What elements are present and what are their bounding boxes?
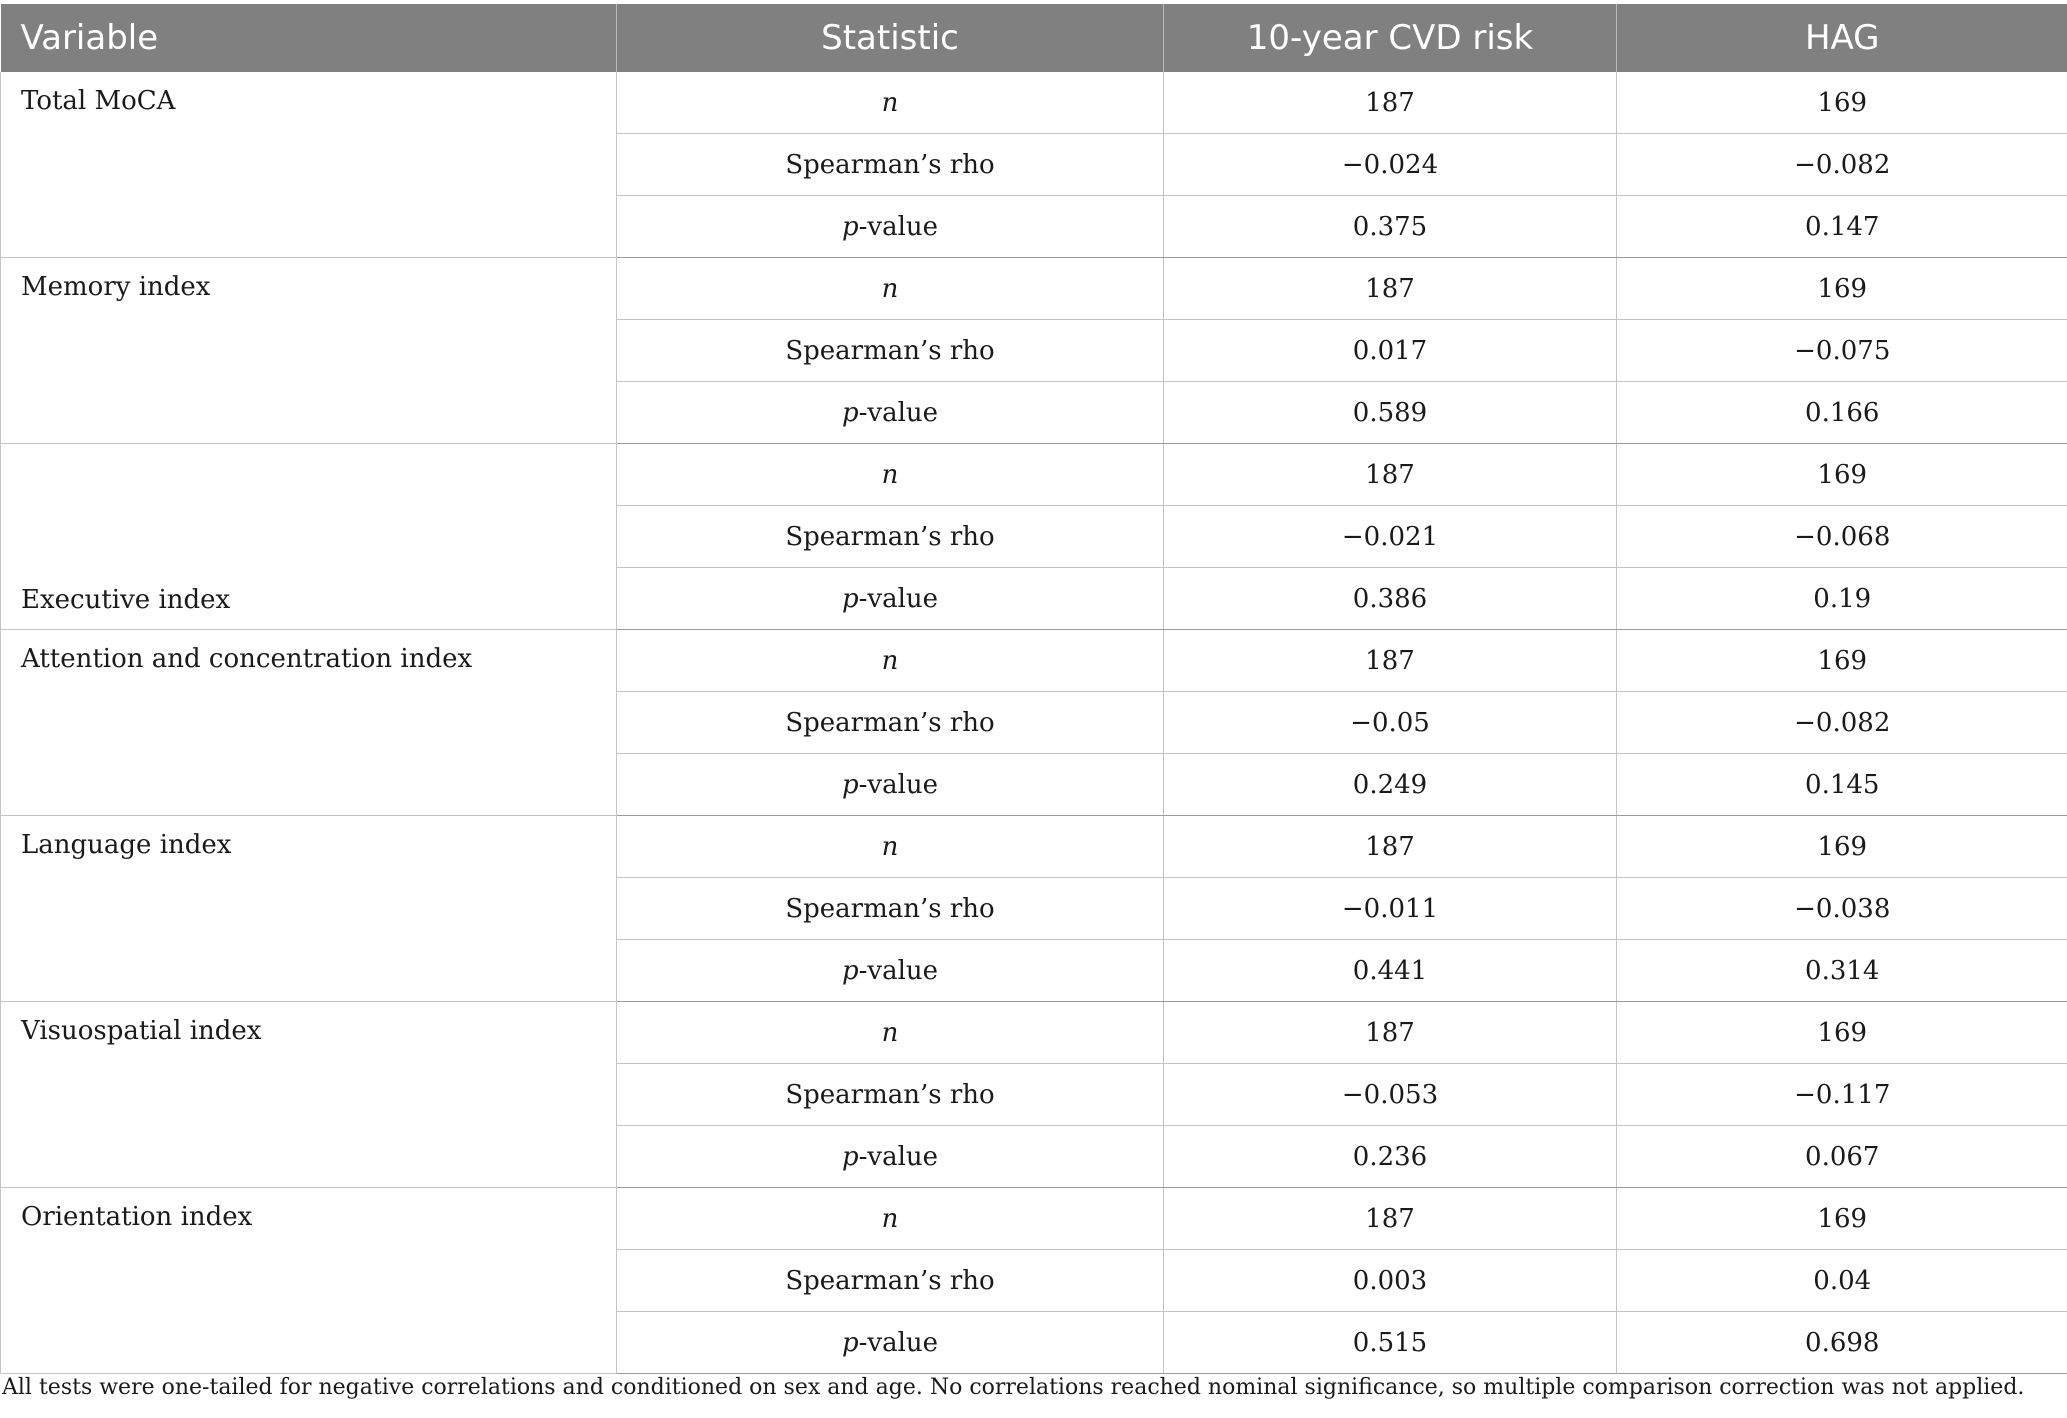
statistic-label: -value: [858, 397, 939, 428]
cvd-risk-value: 0.589: [1164, 382, 1617, 444]
statistic-symbol: n: [881, 459, 899, 490]
variable-cell: Executive index: [1, 444, 617, 630]
header-variable: Variable: [1, 4, 617, 72]
hag-value: 169: [1617, 72, 2067, 134]
statistic-cell: [617, 444, 1164, 506]
statistic-label: -value: [858, 1141, 939, 1172]
hag-value: −0.082: [1617, 692, 2067, 754]
statistic-cell: [617, 754, 1164, 816]
cvd-risk-value: −0.05: [1164, 692, 1617, 754]
hag-value: −0.117: [1617, 1064, 2067, 1126]
cvd-risk-value: 0.017: [1164, 320, 1617, 382]
table-row: [1, 72, 2067, 134]
statistic-cell: [617, 1312, 1164, 1374]
cvd-risk-value: 0.386: [1164, 568, 1617, 630]
header-row: [1, 4, 2067, 72]
table-footnote: All tests were one-tailed for negative correlations and conditioned on sex and age. No correlations reached nominal significance, so multiple comparison correction was not applied.: [2, 1375, 2025, 1400]
hag-value: 0.698: [1617, 1312, 2067, 1374]
statistic-label: -value: [858, 955, 939, 986]
header-statistic: Statistic: [617, 4, 1164, 72]
hag-value: 169: [1617, 816, 2067, 878]
statistic-symbol: n: [881, 1203, 899, 1234]
statistic-label: Spearman’s rho: [785, 521, 995, 552]
statistic-cell: [617, 320, 1164, 382]
statistic-label: Spearman’s rho: [785, 1079, 995, 1110]
statistic-symbol: p: [841, 211, 859, 242]
hag-value: 169: [1617, 444, 2067, 506]
table-row: [1, 1188, 2067, 1250]
statistic-cell: [617, 72, 1164, 134]
table-row: [1, 630, 2067, 692]
cvd-risk-value: 187: [1164, 258, 1617, 320]
statistic-symbol: p: [841, 1327, 859, 1358]
table-header: [1, 4, 2067, 72]
hag-value: 0.067: [1617, 1126, 2067, 1188]
table-row: [1, 1002, 2067, 1064]
statistic-label: Spearman’s rho: [785, 335, 995, 366]
variable-cell: Language index: [1, 816, 617, 1002]
hag-value: 0.04: [1617, 1250, 2067, 1312]
statistic-label: Spearman’s rho: [785, 1265, 995, 1296]
cvd-risk-value: 187: [1164, 444, 1617, 506]
statistic-symbol: p: [841, 769, 859, 800]
hag-value: 169: [1617, 258, 2067, 320]
correlation-table: [0, 4, 2067, 1374]
hag-value: −0.075: [1617, 320, 2067, 382]
cvd-risk-value: 187: [1164, 1188, 1617, 1250]
cvd-risk-value: −0.024: [1164, 134, 1617, 196]
cvd-risk-value: 0.003: [1164, 1250, 1617, 1312]
header-hag: HAG: [1617, 4, 2067, 72]
statistic-symbol: n: [881, 645, 899, 676]
cvd-risk-value: −0.011: [1164, 878, 1617, 940]
statistic-cell: [617, 692, 1164, 754]
cvd-risk-value: 0.249: [1164, 754, 1617, 816]
variable-cell: Attention and concentration index: [1, 630, 617, 816]
statistic-symbol: n: [881, 1017, 899, 1048]
statistic-label: Spearman’s rho: [785, 149, 995, 180]
statistic-label: -value: [858, 769, 939, 800]
statistic-symbol: p: [841, 955, 859, 986]
cvd-risk-value: 187: [1164, 816, 1617, 878]
statistic-cell: [617, 878, 1164, 940]
hag-value: 0.147: [1617, 196, 2067, 258]
statistic-symbol: p: [841, 583, 859, 614]
cvd-risk-value: 187: [1164, 72, 1617, 134]
statistic-cell: [617, 258, 1164, 320]
cvd-risk-value: 0.441: [1164, 940, 1617, 1002]
hag-value: 0.166: [1617, 382, 2067, 444]
hag-value: 0.19: [1617, 568, 2067, 630]
statistic-label: Spearman’s rho: [785, 707, 995, 738]
cvd-risk-value: −0.053: [1164, 1064, 1617, 1126]
table-body: [1, 72, 2067, 1374]
statistic-cell: [617, 196, 1164, 258]
statistic-cell: [617, 940, 1164, 1002]
cvd-risk-value: 187: [1164, 1002, 1617, 1064]
statistic-cell: [617, 1002, 1164, 1064]
cvd-risk-value: 187: [1164, 630, 1617, 692]
correlation-table-container: [0, 4, 2067, 1374]
statistic-cell: [617, 1188, 1164, 1250]
statistic-cell: [617, 506, 1164, 568]
statistic-symbol: p: [841, 397, 859, 428]
table-row: [1, 444, 2067, 506]
statistic-cell: [617, 1064, 1164, 1126]
hag-value: 0.314: [1617, 940, 2067, 1002]
cvd-risk-value: 0.515: [1164, 1312, 1617, 1374]
hag-value: −0.082: [1617, 134, 2067, 196]
statistic-label: -value: [858, 583, 939, 614]
table-row: [1, 816, 2067, 878]
statistic-label: -value: [858, 1327, 939, 1358]
statistic-cell: [617, 382, 1164, 444]
statistic-cell: [617, 568, 1164, 630]
hag-value: 169: [1617, 1188, 2067, 1250]
statistic-label: Spearman’s rho: [785, 893, 995, 924]
cvd-risk-value: 0.375: [1164, 196, 1617, 258]
hag-value: 0.145: [1617, 754, 2067, 816]
hag-value: −0.038: [1617, 878, 2067, 940]
hag-value: 169: [1617, 1002, 2067, 1064]
statistic-symbol: n: [881, 87, 899, 118]
hag-value: −0.068: [1617, 506, 2067, 568]
statistic-cell: [617, 1126, 1164, 1188]
statistic-symbol: n: [881, 831, 899, 862]
statistic-symbol: p: [841, 1141, 859, 1172]
statistic-symbol: n: [881, 273, 899, 304]
statistic-cell: [617, 134, 1164, 196]
hag-value: 169: [1617, 630, 2067, 692]
variable-cell: Visuospatial index: [1, 1002, 617, 1188]
table-row: [1, 258, 2067, 320]
statistic-cell: [617, 630, 1164, 692]
variable-cell: Total MoCA: [1, 72, 617, 258]
statistic-cell: [617, 1250, 1164, 1312]
statistic-label: -value: [858, 211, 939, 242]
variable-cell: Memory index: [1, 258, 617, 444]
cvd-risk-value: −0.021: [1164, 506, 1617, 568]
variable-cell: Orientation index: [1, 1188, 617, 1374]
cvd-risk-value: 0.236: [1164, 1126, 1617, 1188]
header-cvd-risk: 10-year CVD risk: [1164, 4, 1617, 72]
statistic-cell: [617, 816, 1164, 878]
